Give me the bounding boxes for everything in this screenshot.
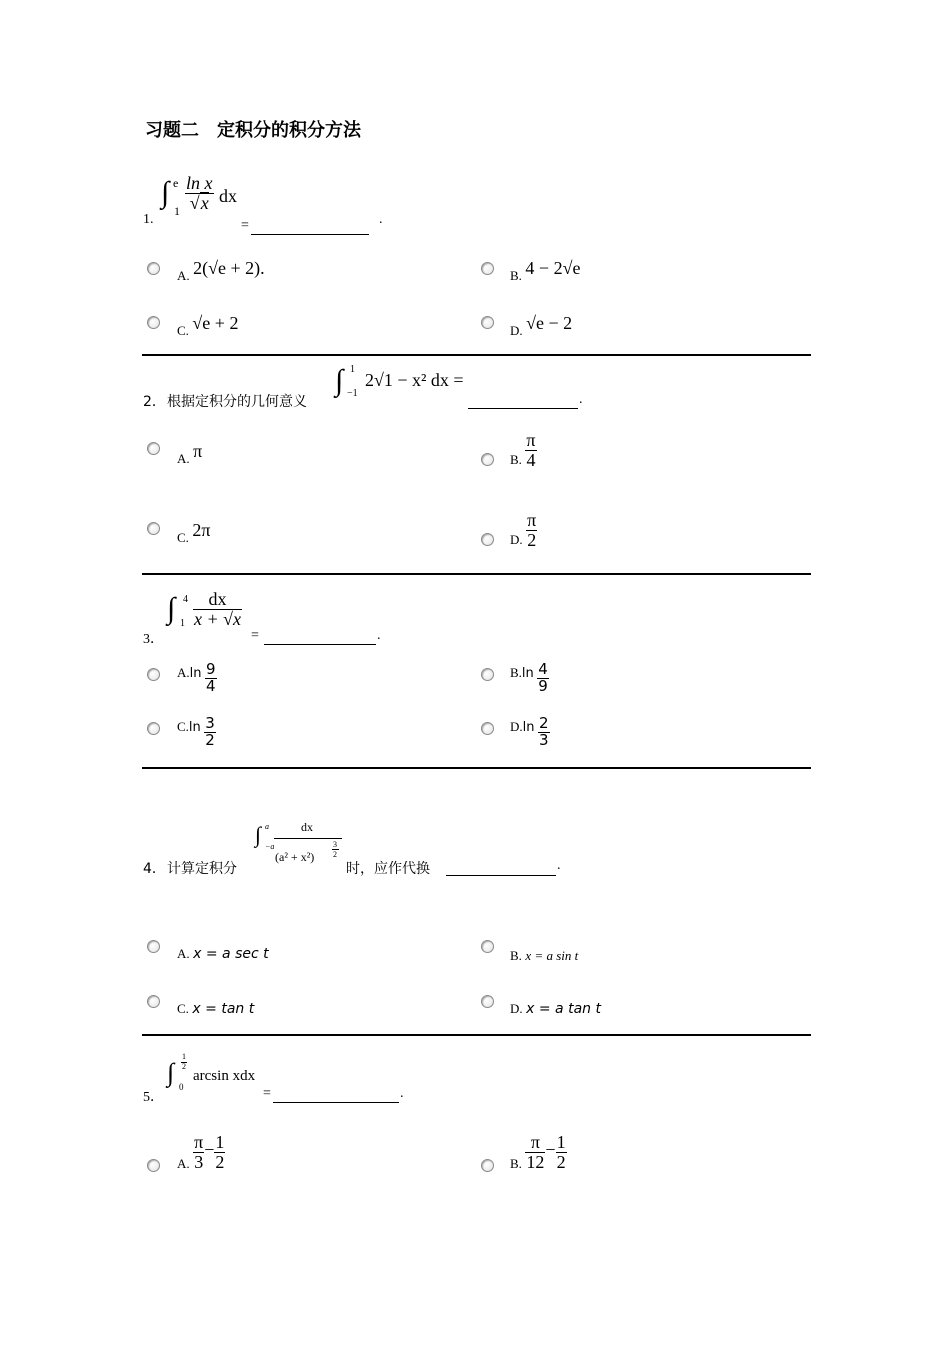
fraction-numerator: π <box>194 1132 204 1152</box>
option-b-radio[interactable] <box>481 453 494 466</box>
option-label: C. <box>177 719 189 735</box>
option-expression: 2(√e + 2). <box>193 258 265 278</box>
equals-sign: = <box>251 628 259 643</box>
integral-expression: 2√1 − x² dx = <box>365 370 464 390</box>
integral-upper-limit: 4 <box>183 594 188 605</box>
integral-upper-limit: a <box>265 822 269 831</box>
answer-blank <box>468 392 578 409</box>
integral-sign: ∫ <box>255 822 262 847</box>
option-a[interactable] <box>177 258 265 283</box>
option-d[interactable] <box>510 511 537 550</box>
fraction-numerator: 1 <box>215 1132 225 1152</box>
question-text: 计算定积分 <box>167 861 237 877</box>
option-label: B. <box>510 268 522 283</box>
option-b[interactable] <box>510 431 537 470</box>
integral-sign: ∫ <box>335 364 344 397</box>
option-a-radio[interactable] <box>147 668 160 681</box>
option-b-radio[interactable] <box>481 668 494 681</box>
option-c-radio[interactable] <box>147 522 160 535</box>
option-a[interactable] <box>177 946 269 963</box>
option-fraction <box>204 716 216 749</box>
option-a-radio[interactable] <box>147 442 160 455</box>
answer-blank <box>251 218 369 235</box>
option-fraction <box>525 431 536 470</box>
option-label: C. <box>177 1001 189 1016</box>
integrand-fraction: $\frac{\text{ln x}}{√x}$ <box>186 173 213 213</box>
differential: dx <box>219 186 237 206</box>
fraction-numerator: 3 <box>205 714 215 732</box>
option-d-radio[interactable] <box>481 722 494 735</box>
fraction-denominator: 2 <box>205 730 215 749</box>
option-a[interactable] <box>177 1133 225 1172</box>
equals-sign: = <box>241 218 249 233</box>
integrand-denominator: x <box>200 192 209 213</box>
integral-lower-limit: 1 <box>174 204 180 218</box>
period: . <box>557 858 561 873</box>
divider <box>142 573 811 575</box>
question-2 <box>143 362 603 412</box>
divider <box>142 1034 811 1036</box>
option-d[interactable] <box>510 1001 601 1018</box>
question-1 <box>143 172 543 242</box>
option-b-radio[interactable] <box>481 1159 494 1172</box>
option-d-radio[interactable] <box>481 533 494 546</box>
fraction-numerator: π <box>527 510 537 530</box>
integral-upper-limit-denominator: 2 <box>182 1062 186 1071</box>
option-label: A. <box>177 451 190 466</box>
option-a-radio[interactable] <box>147 1159 160 1172</box>
option-c[interactable] <box>177 716 216 749</box>
fraction-denominator: 3 <box>539 730 549 749</box>
integral-upper-limit: e <box>173 176 179 190</box>
integrand-fraction <box>193 590 242 629</box>
fraction-denominator: 2 <box>556 1151 566 1172</box>
option-a-radio[interactable] <box>147 262 160 275</box>
question-4 <box>143 816 603 878</box>
fraction-denominator: 12 <box>526 1151 545 1172</box>
option-b[interactable] <box>510 258 581 283</box>
option-c-radio[interactable] <box>147 995 160 1008</box>
fraction-numerator: π <box>526 430 536 450</box>
option-expression: x = tan t <box>192 1001 255 1017</box>
option-a[interactable] <box>177 662 217 695</box>
integrand-denominator: x + √x <box>194 608 242 629</box>
fraction-bar <box>274 838 342 839</box>
integral-upper-limit-numerator: 1 <box>182 1052 186 1061</box>
option-a-radio[interactable] <box>147 940 160 953</box>
integral-upper-limit: 1 <box>350 364 355 375</box>
option-label: A. <box>177 665 190 681</box>
option-b[interactable] <box>510 948 578 965</box>
option-fraction-2 <box>556 1133 567 1172</box>
option-c[interactable] <box>177 520 211 545</box>
option-label: C. <box>177 530 189 545</box>
option-label: B. <box>510 665 522 681</box>
option-label: D. <box>510 719 523 735</box>
period: . <box>377 628 381 643</box>
option-c-radio[interactable] <box>147 722 160 735</box>
question-5 <box>143 1052 443 1106</box>
option-label: B. <box>510 948 522 963</box>
integrand-numerator: ln x <box>186 173 213 193</box>
option-expression: √e − 2 <box>526 313 573 333</box>
option-fraction-1 <box>525 1133 545 1172</box>
exponent-numerator: 3 <box>333 840 337 849</box>
option-expression: 4 − 2√e <box>525 258 581 278</box>
fraction-denominator: 3 <box>194 1151 204 1172</box>
ln-text: ln <box>521 666 534 682</box>
option-fraction <box>205 662 217 695</box>
period: . <box>400 1086 404 1101</box>
option-label: B. <box>510 451 522 467</box>
answer-blank <box>264 628 376 645</box>
period: . <box>379 212 383 227</box>
integrand-denominator: (a² + x²) <box>275 850 315 864</box>
integral-lower-limit: 0 <box>179 1082 184 1092</box>
option-label: D. <box>510 1001 523 1016</box>
fraction-numerator: 9 <box>206 660 216 678</box>
question-number: 4． <box>143 861 166 877</box>
option-fraction <box>537 662 549 695</box>
question-text-after: 时，应作代换 <box>346 861 430 877</box>
ln-text: ln <box>188 720 201 736</box>
minus-sign: − <box>545 1139 556 1160</box>
answer-blank <box>273 1086 399 1103</box>
fraction-numerator: 2 <box>539 714 549 732</box>
question-number: 2． <box>143 394 166 410</box>
fraction-denominator: 2 <box>215 1151 225 1172</box>
option-label: D. <box>510 531 523 547</box>
fraction-denominator: 9 <box>538 676 548 695</box>
integral-sign: ∫ <box>167 1058 175 1087</box>
option-label: D. <box>510 323 523 338</box>
divider <box>142 767 811 769</box>
option-fraction <box>526 511 537 550</box>
question-number: 3． <box>143 632 164 647</box>
fraction-numerator: 4 <box>538 660 548 678</box>
answer-blank <box>446 859 556 876</box>
integral-lower-limit: −1 <box>347 388 358 399</box>
fraction-denominator: 2 <box>527 529 537 550</box>
option-fraction-2 <box>214 1133 225 1172</box>
fraction-denominator: 4 <box>526 449 536 470</box>
option-expression: π <box>193 441 203 461</box>
fraction-numerator: π <box>525 1133 545 1153</box>
integral-lower-limit: −a <box>265 842 275 851</box>
period: . <box>579 392 583 407</box>
option-expression: √e + 2 <box>192 313 239 333</box>
option-label: A. <box>177 268 190 283</box>
option-b[interactable] <box>510 662 549 695</box>
option-a[interactable] <box>177 441 203 466</box>
option-fraction-1 <box>193 1133 204 1172</box>
integral-sign: ∫ <box>161 176 170 209</box>
option-b-radio[interactable] <box>481 262 494 275</box>
option-d[interactable] <box>510 313 573 338</box>
option-d-radio[interactable] <box>481 316 494 329</box>
question-number: 5． <box>143 1090 164 1105</box>
option-b-radio[interactable] <box>481 940 494 953</box>
divider <box>142 354 811 356</box>
integrand-numerator: dx <box>193 590 242 610</box>
exponent-denominator: 2 <box>333 850 337 859</box>
ln-text: ln <box>189 666 202 682</box>
equals-sign: = <box>263 1086 271 1101</box>
ln-text: ln <box>522 720 535 736</box>
fraction-denominator: 4 <box>206 676 216 695</box>
option-fraction <box>538 716 550 749</box>
option-label: C. <box>177 323 189 338</box>
integral-sign: ∫ <box>167 592 176 625</box>
minus-sign: − <box>204 1139 215 1160</box>
integrand: arcsin xdx <box>193 1068 256 1084</box>
integrand-numerator: dx <box>301 820 313 834</box>
option-label: A. <box>177 1155 190 1171</box>
option-expression: 2π <box>192 520 211 540</box>
option-c[interactable] <box>177 1001 254 1018</box>
option-label: A. <box>177 946 190 961</box>
option-label: B. <box>510 1155 522 1171</box>
option-b[interactable] <box>510 1133 567 1172</box>
page-title: 习题二 定积分的积分方法 <box>145 120 361 141</box>
option-expression: x = a sin t <box>525 948 579 963</box>
option-c[interactable] <box>177 313 239 338</box>
option-expression: x = a sec t <box>193 946 269 962</box>
option-expression: x = a tan t <box>526 1001 601 1017</box>
option-c-radio[interactable] <box>147 316 160 329</box>
question-text: 根据定积分的几何意义 <box>167 394 307 410</box>
fraction-numerator: 1 <box>556 1132 566 1152</box>
integral-lower-limit: 1 <box>180 618 185 629</box>
question-3 <box>143 588 543 648</box>
question-number: 1. <box>143 212 154 227</box>
option-d[interactable] <box>510 716 550 749</box>
option-d-radio[interactable] <box>481 995 494 1008</box>
